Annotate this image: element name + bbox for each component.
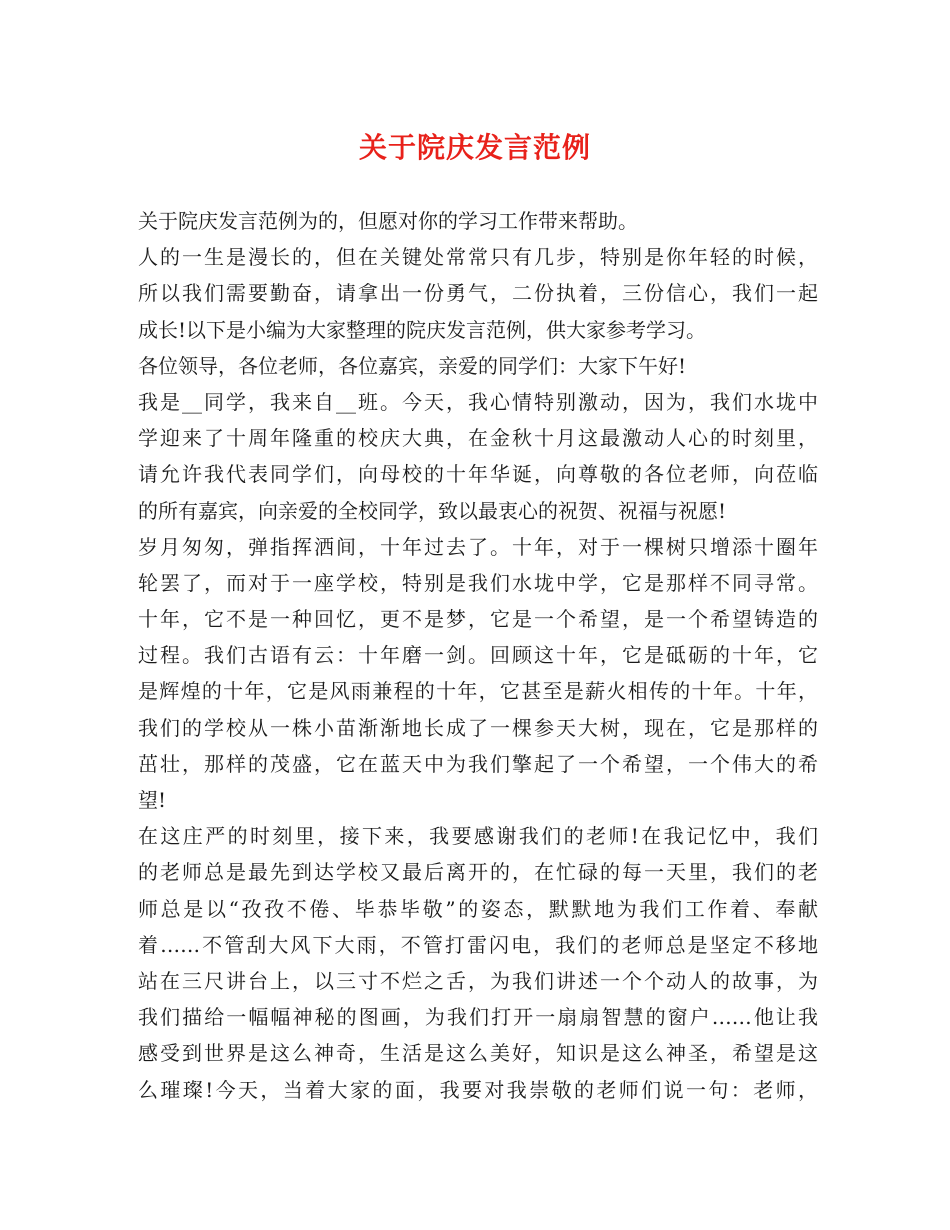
text-line: 茁壮，那样的茂盛，它在蓝天中为我们擎起了一个希望，一个伟大的希 [138, 751, 818, 776]
text-line: 着……不管刮大风下大雨，不管打雷闪电，我们的老师总是坚定不移地 [138, 932, 818, 957]
text-line: 学迎来了十周年隆重的校庆大典，在金秋十月这最激动人心的时刻里， [138, 426, 818, 451]
text-line: 人的一生是漫长的，但在关键处常常只有几步，特别是你年轻的时候， [138, 245, 818, 270]
text-line: 师总是以“孜孜不倦、毕恭毕敬”的姿态，默默地为我们工作着、奉献 [138, 896, 818, 921]
text-line: 我们描给一幅幅神秘的图画，为我们打开一扇扇智慧的窗户……他让我 [138, 1005, 818, 1030]
text-line: 是辉煌的十年，它是风雨兼程的十年，它甚至是薪火相传的十年。十年， [138, 679, 818, 704]
text-line: 站在三尺讲台上，以三寸不烂之舌，为我们讲述一个个动人的故事，为 [138, 968, 818, 993]
text-line: 我们的学校从一株小苗渐渐地长成了一棵参天大树，现在，它是那样的 [138, 715, 818, 740]
document-body [138, 203, 818, 1108]
text-line: 十年，它不是一种回忆，更不是梦，它是一个希望，是一个希望铸造的 [138, 607, 818, 632]
text-line: 的所有嘉宾，向亲爱的全校同学，致以最衷心的祝贺、祝福与祝愿! [138, 498, 727, 523]
text-line: 么璀璨!今天，当着大家的面，我要对我崇敬的老师们说一句：老师， [138, 1077, 818, 1102]
text-line: 成长!以下是小编为大家整理的院庆发言范例，供大家参考学习。 [138, 317, 707, 342]
text-line: 望! [138, 788, 167, 812]
document-title: 关于院庆发言范例 [358, 131, 591, 164]
text-line: 所以我们需要勤奋，请拿出一份勇气，二份执着，三份信心，我们一起 [138, 281, 818, 306]
text-line: 各位领导，各位老师，各位嘉宾，亲爱的同学们：大家下午好! [138, 353, 687, 378]
text-line: 关于院庆发言范例为的，但愿对你的学习工作带来帮助。 [138, 209, 638, 233]
text-line: 轮罢了，而对于一座学校，特别是我们水垅中学，它是那样不同寻常。 [138, 570, 818, 595]
text-line: 过程。我们古语有云：十年磨一剑。回顾这十年，它是砥砺的十年，它 [138, 643, 818, 668]
text-line: 请允许我代表同学们，向母校的十年华诞，向尊敬的各位老师，向莅临 [138, 462, 818, 487]
text-line: 在这庄严的时刻里，接下来，我要感谢我们的老师!在我记忆中，我们 [138, 824, 818, 849]
text-line: 感受到世界是这么神奇，生活是这么美好，知识是这么神圣，希望是这 [138, 1041, 818, 1066]
text-line: 的老师总是最先到达学校又最后离开的，在忙碌的每一天里，我们的老 [138, 860, 818, 885]
text-line: 我是__同学，我来自__班。今天，我心情特别激动，因为，我们水垅中 [138, 389, 818, 414]
text-line: 岁月匆匆，弹指挥洒间，十年过去了。十年，对于一棵树只增添十圈年 [138, 534, 818, 559]
